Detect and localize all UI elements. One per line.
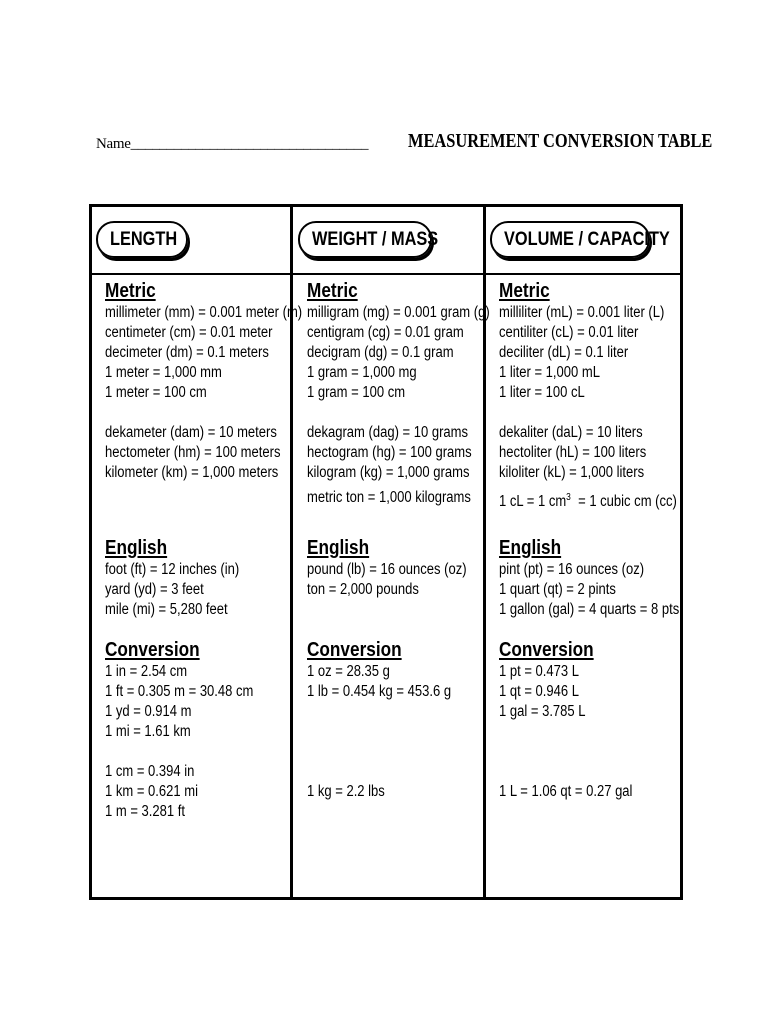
length-metric-line: kilometer (km) = 1,000 meters [105, 464, 279, 481]
length-conversion-line: 1 m = 3.281 ft [105, 803, 185, 820]
volume-conversion-line: 1 pt = 0.473 L [499, 663, 579, 680]
volume-header-label: VOLUME / CAPACITY [504, 228, 670, 250]
weight-metric-line: hectogram (hg) = 100 grams [307, 444, 472, 461]
length-conversion-heading: Conversion [105, 639, 200, 661]
volume-english-line: pint (pt) = 16 ounces (oz) [499, 561, 645, 578]
volume-metric-line: dekaliter (daL) = 10 liters [499, 424, 643, 441]
length-header-label: LENGTH [110, 228, 178, 250]
length-english-line: yard (yd) = 3 feet [105, 581, 204, 598]
volume-metric-line: milliliter (mL) = 0.001 liter (L) [499, 304, 665, 321]
length-english-line: mile (mi) = 5,280 feet [105, 601, 228, 618]
length-metric-line: 1 meter = 100 cm [105, 384, 207, 401]
volume-english-line: 1 gallon (gal) = 4 quarts = 8 pts [499, 601, 680, 618]
volume-metric-line: centiliter (cL) = 0.01 liter [499, 324, 639, 341]
length-metric-line: dekameter (dam) = 10 meters [105, 424, 277, 441]
length-metric-line: centimeter (cm) = 0.01 meter [105, 324, 273, 341]
weight-column [307, 279, 524, 802]
volume-cc-suffix: = 1 cubic cm (cc) [570, 493, 677, 510]
weight-english-heading: English [307, 537, 370, 559]
weight-metric-line: centigram (cg) = 0.01 gram [307, 324, 464, 341]
length-conversion-line: 1 km = 0.621 mi [105, 783, 198, 800]
page-title: MEASUREMENT CONVERSION TABLE [408, 130, 713, 152]
weight-conversion-line: 1 oz = 28.35 g [307, 663, 390, 680]
volume-english-line: 1 quart (qt) = 2 pints [499, 581, 616, 598]
length-conversion-line: 1 cm = 0.394 in [105, 763, 195, 780]
volume-conversion-line: 1 qt = 0.946 L [499, 683, 579, 700]
weight-metric-line: dekagram (dag) = 10 grams [307, 424, 469, 441]
volume-metric-line: kiloliter (kL) = 1,000 liters [499, 464, 645, 481]
volume-conversion-line: 1 gal = 3.785 L [499, 703, 586, 720]
length-metric-heading: Metric [105, 280, 156, 302]
weight-metric-line: milligram (mg) = 0.001 gram (g) [307, 304, 490, 321]
volume-metric-heading: Metric [499, 280, 550, 302]
weight-conversion-line: 1 lb = 0.454 kg = 453.6 g [307, 683, 452, 700]
length-metric-line: decimeter (dm) = 0.1 meters [105, 344, 269, 361]
volume-header-pill [490, 221, 670, 258]
volume-metric-line: deciliter (dL) = 0.1 liter [499, 344, 629, 361]
weight-conversion-heading: Conversion [307, 639, 402, 661]
volume-conversion-line: 1 L = 1.06 qt = 0.27 gal [499, 783, 633, 800]
length-english-line: foot (ft) = 12 inches (in) [105, 561, 240, 578]
conversion-table [89, 204, 683, 900]
weight-metric-line: kilogram (kg) = 1,000 grams [307, 464, 470, 481]
length-conversion-line: 1 yd = 0.914 m [105, 703, 192, 720]
weight-header-pill [298, 221, 439, 258]
volume-english-heading: English [499, 537, 562, 559]
volume-cc-prefix: 1 cL = 1 cm [499, 493, 567, 510]
volume-conversion-heading: Conversion [499, 639, 594, 661]
weight-metric-line: metric ton = 1,000 kilograms [307, 489, 471, 506]
length-metric-line: millimeter (mm) = 0.001 meter (m) [105, 304, 303, 321]
length-header-pill [96, 221, 188, 258]
weight-english-line: ton = 2,000 pounds [307, 581, 419, 598]
length-conversion-line: 1 mi = 1.61 km [105, 723, 191, 740]
length-english-heading: English [105, 537, 168, 559]
weight-conversion-line: 1 kg = 2.2 lbs [307, 783, 385, 800]
length-metric-line: hectometer (hm) = 100 meters [105, 444, 281, 461]
name-field[interactable]: Name_________________________________ [96, 136, 369, 152]
length-column [105, 279, 340, 822]
volume-cc-line [499, 488, 679, 508]
weight-english-line: pound (lb) = 16 ounces (oz) [307, 561, 467, 578]
length-conversion-line: 1 ft = 0.305 m = 30.48 cm [105, 683, 254, 700]
length-metric-line: 1 meter = 1,000 mm [105, 364, 222, 381]
weight-metric-line: decigram (dg) = 0.1 gram [307, 344, 454, 361]
volume-metric-line: 1 liter = 100 cL [499, 384, 585, 401]
volume-column [499, 279, 714, 802]
weight-metric-line: 1 gram = 100 cm [307, 384, 406, 401]
volume-metric-line: 1 liter = 1,000 mL [499, 364, 600, 381]
volume-cc-exponent: 3 [566, 492, 571, 503]
length-conversion-line: 1 in = 2.54 cm [105, 663, 188, 680]
weight-metric-heading: Metric [307, 280, 358, 302]
weight-metric-line: 1 gram = 1,000 mg [307, 364, 417, 381]
volume-metric-line: hectoliter (hL) = 100 liters [499, 444, 647, 461]
weight-header-label: WEIGHT / MASS [312, 228, 439, 250]
